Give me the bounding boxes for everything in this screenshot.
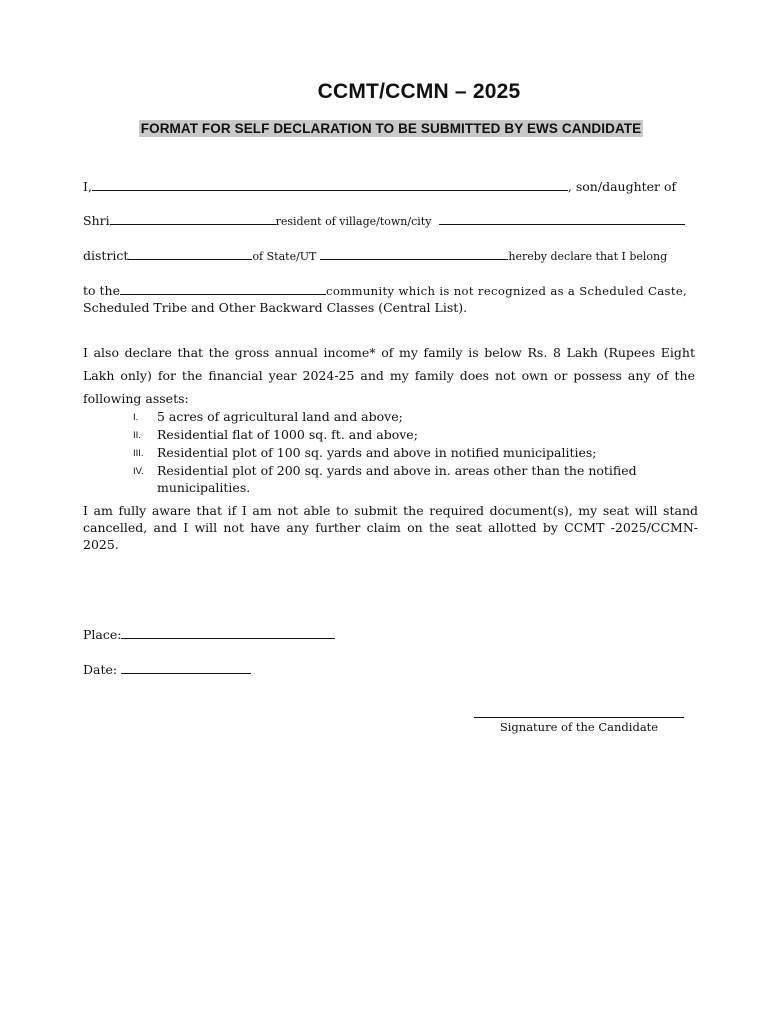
declaration-i-label: I, (83, 179, 92, 194)
subtitle-wrapper (0, 118, 768, 137)
assets-list (83, 408, 695, 497)
state-blank (320, 247, 508, 260)
district-label: district (83, 248, 129, 263)
page-subtitle: FORMAT FOR SELF DECLARATION TO BE SUBMITTED BY EWS CANDIDATE (140, 121, 642, 136)
declaration-line-2 (83, 212, 695, 230)
list-item-text: Residential plot of 100 sq. yards and above in notified municipalities; (157, 445, 597, 460)
list-item (83, 444, 695, 461)
village-town-blank (439, 212, 685, 225)
community-label: community which is not recognized as a Scheduled Caste, (326, 284, 688, 298)
list-item-text: 5 acres of agricultural land and above; (157, 409, 403, 424)
hereby-declare-label: hereby declare that I belong (508, 250, 668, 263)
signature-line (474, 717, 684, 718)
list-item-number: IV. (133, 466, 144, 477)
list-item-number: III. (133, 448, 144, 459)
declaration-line-3 (83, 247, 695, 265)
declaration-line-5 (83, 299, 695, 316)
date-blank (121, 661, 251, 674)
declaration-line-4 (83, 282, 695, 300)
shri-label: Shri (83, 213, 110, 228)
awareness-paragraph: I am fully aware that if I am not able to submit the required document(s), my seat will stand cancelled, and I will not have any further claim on the seat allotted by CCMT -2025/CCMN-2025. (83, 503, 698, 552)
page-title: CCMT/CCMN – 2025 (317, 80, 521, 103)
son-daughter-label: , son/daughter of (567, 179, 677, 194)
state-label: of State/UT (252, 250, 317, 263)
list-item-number: II. (133, 430, 141, 441)
date-label: Date: (83, 662, 122, 677)
candidate-name-blank (92, 178, 568, 191)
classes-text: Scheduled Tribe and Other Backward Classes (Central List). (83, 300, 468, 315)
community-blank (120, 282, 326, 295)
income-paragraph: I also declare that the gross annual income* of my family is below Rs. 8 Lakh (Rupees Eight Lakh only) for the financial year 2024-25 and my family does not own or possess any of the following assets: (83, 345, 695, 406)
list-item-text: Residential flat of 1000 sq. ft. and above; (157, 427, 418, 442)
signature-label: Signature of the Candidate (499, 720, 659, 734)
list-item (83, 426, 695, 443)
place-blank (121, 626, 335, 639)
declaration-line-1 (83, 178, 695, 195)
place-label: Place: (83, 627, 122, 642)
list-item-number: I. (133, 412, 139, 423)
date-line (83, 661, 695, 678)
list-item (83, 462, 695, 496)
parent-name-blank (110, 212, 276, 225)
place-line (83, 626, 695, 643)
list-item-text: Residential plot of 200 sq. yards and above in. areas other than the notified municipalities. (157, 463, 637, 495)
list-item (83, 408, 695, 425)
district-blank (128, 247, 252, 260)
to-the-label: to the (83, 283, 120, 298)
resident-label: resident of village/town/city (275, 215, 432, 228)
